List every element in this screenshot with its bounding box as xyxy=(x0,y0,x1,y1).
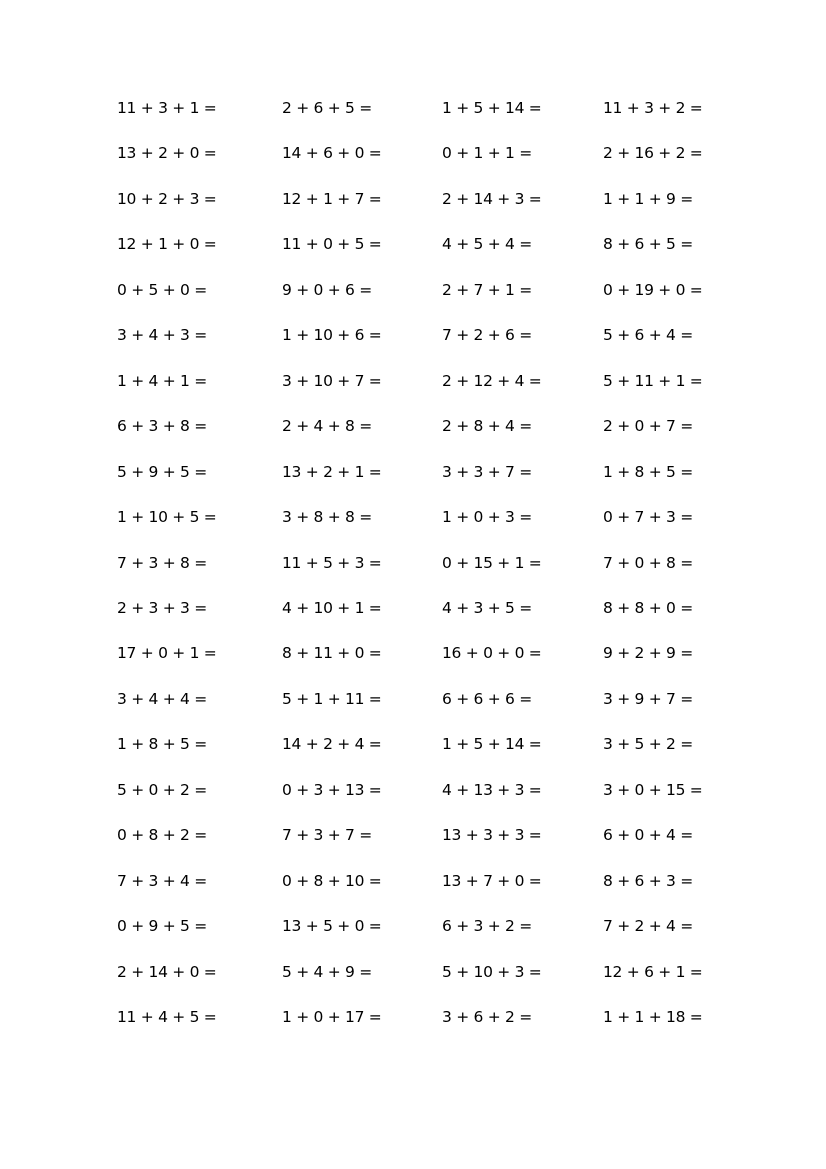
math-problem: 10 + 2 + 3 = xyxy=(117,189,217,208)
math-problem: 7 + 3 + 8 = xyxy=(117,553,207,572)
math-problem: 0 + 15 + 1 = xyxy=(442,553,542,572)
math-problem: 11 + 0 + 5 = xyxy=(282,235,382,254)
math-problem: 5 + 0 + 2 = xyxy=(117,780,207,799)
math-problem: 7 + 2 + 4 = xyxy=(603,917,693,936)
math-problem: 3 + 4 + 4 = xyxy=(117,689,207,708)
math-problem: 1 + 8 + 5 = xyxy=(603,462,693,481)
math-problem: 5 + 1 + 11 = xyxy=(282,689,382,708)
math-problem: 0 + 19 + 0 = xyxy=(603,280,703,299)
math-problem: 13 + 2 + 0 = xyxy=(117,144,217,163)
math-problem: 14 + 6 + 0 = xyxy=(282,144,382,163)
math-problem: 5 + 11 + 1 = xyxy=(603,371,703,390)
math-problem: 5 + 10 + 3 = xyxy=(442,962,542,981)
math-problem: 8 + 6 + 5 = xyxy=(603,235,693,254)
math-problem: 0 + 5 + 0 = xyxy=(117,280,207,299)
math-problem: 8 + 8 + 0 = xyxy=(603,598,693,617)
math-problem: 3 + 10 + 7 = xyxy=(282,371,382,390)
math-problem: 3 + 9 + 7 = xyxy=(603,689,693,708)
math-problem: 2 + 16 + 2 = xyxy=(603,144,703,163)
math-problem: 11 + 3 + 1 = xyxy=(117,99,217,117)
math-problem: 2 + 8 + 4 = xyxy=(442,417,532,436)
math-problem: 13 + 3 + 3 = xyxy=(442,826,542,845)
math-problem: 8 + 11 + 0 = xyxy=(282,644,382,663)
math-problem: 8 + 6 + 3 = xyxy=(603,871,693,890)
math-problem: 3 + 6 + 2 = xyxy=(442,1008,532,1026)
math-problem: 2 + 6 + 5 = xyxy=(282,99,372,117)
math-problem: 0 + 1 + 1 = xyxy=(442,144,532,163)
math-problem: 12 + 1 + 0 = xyxy=(117,235,217,254)
math-problem: 0 + 8 + 10 = xyxy=(282,871,382,890)
math-problem: 3 + 4 + 3 = xyxy=(117,326,207,345)
math-problem: 1 + 5 + 14 = xyxy=(442,99,542,117)
math-problem: 7 + 3 + 4 = xyxy=(117,871,207,890)
math-problem: 6 + 3 + 2 = xyxy=(442,917,532,936)
math-problem: 9 + 2 + 9 = xyxy=(603,644,693,663)
math-problem: 2 + 4 + 8 = xyxy=(282,417,372,436)
math-problem: 4 + 10 + 1 = xyxy=(282,598,382,617)
math-problem: 5 + 4 + 9 = xyxy=(282,962,372,981)
math-problem: 4 + 13 + 3 = xyxy=(442,780,542,799)
math-problem: 0 + 3 + 13 = xyxy=(282,780,382,799)
math-problem: 2 + 14 + 0 = xyxy=(117,962,217,981)
math-problem: 11 + 4 + 5 = xyxy=(117,1008,217,1026)
math-problem: 1 + 5 + 14 = xyxy=(442,735,542,754)
math-problem: 5 + 9 + 5 = xyxy=(117,462,207,481)
math-problem: 2 + 0 + 7 = xyxy=(603,417,693,436)
math-problem: 12 + 6 + 1 = xyxy=(603,962,703,981)
math-problem: 13 + 2 + 1 = xyxy=(282,462,382,481)
math-problem: 2 + 12 + 4 = xyxy=(442,371,542,390)
math-problem: 9 + 0 + 6 = xyxy=(282,280,372,299)
math-problem: 12 + 1 + 7 = xyxy=(282,189,382,208)
math-problem: 3 + 3 + 7 = xyxy=(442,462,532,481)
math-problem: 1 + 1 + 9 = xyxy=(603,189,693,208)
math-problem: 7 + 2 + 6 = xyxy=(442,326,532,345)
math-problem: 5 + 6 + 4 = xyxy=(603,326,693,345)
math-problem: 7 + 3 + 7 = xyxy=(282,826,372,845)
math-problem: 6 + 0 + 4 = xyxy=(603,826,693,845)
math-problem: 1 + 1 + 18 = xyxy=(603,1008,703,1026)
math-problem: 1 + 8 + 5 = xyxy=(117,735,207,754)
math-problem: 0 + 7 + 3 = xyxy=(603,508,693,527)
math-problem: 3 + 0 + 15 = xyxy=(603,780,703,799)
math-problem: 11 + 5 + 3 = xyxy=(282,553,382,572)
math-problem: 7 + 0 + 8 = xyxy=(603,553,693,572)
math-problem: 0 + 9 + 5 = xyxy=(117,917,207,936)
math-problem: 2 + 3 + 3 = xyxy=(117,598,207,617)
math-problem: 2 + 7 + 1 = xyxy=(442,280,532,299)
math-problem: 4 + 5 + 4 = xyxy=(442,235,532,254)
math-problem: 3 + 8 + 8 = xyxy=(282,508,372,527)
math-problem: 1 + 0 + 17 = xyxy=(282,1008,382,1026)
math-problem: 13 + 5 + 0 = xyxy=(282,917,382,936)
math-problem: 1 + 0 + 3 = xyxy=(442,508,532,527)
math-problem: 17 + 0 + 1 = xyxy=(117,644,217,663)
math-problem: 6 + 3 + 8 = xyxy=(117,417,207,436)
math-problem: 1 + 10 + 6 = xyxy=(282,326,382,345)
math-problem: 6 + 6 + 6 = xyxy=(442,689,532,708)
math-problem: 4 + 3 + 5 = xyxy=(442,598,532,617)
math-problem: 13 + 7 + 0 = xyxy=(442,871,542,890)
math-problem: 16 + 0 + 0 = xyxy=(442,644,542,663)
math-problem: 11 + 3 + 2 = xyxy=(603,99,703,117)
math-problem: 0 + 8 + 2 = xyxy=(117,826,207,845)
math-problem: 1 + 4 + 1 = xyxy=(117,371,207,390)
math-problem: 14 + 2 + 4 = xyxy=(282,735,382,754)
math-problem: 2 + 14 + 3 = xyxy=(442,189,542,208)
math-problem: 1 + 10 + 5 = xyxy=(117,508,217,527)
math-problem: 3 + 5 + 2 = xyxy=(603,735,693,754)
